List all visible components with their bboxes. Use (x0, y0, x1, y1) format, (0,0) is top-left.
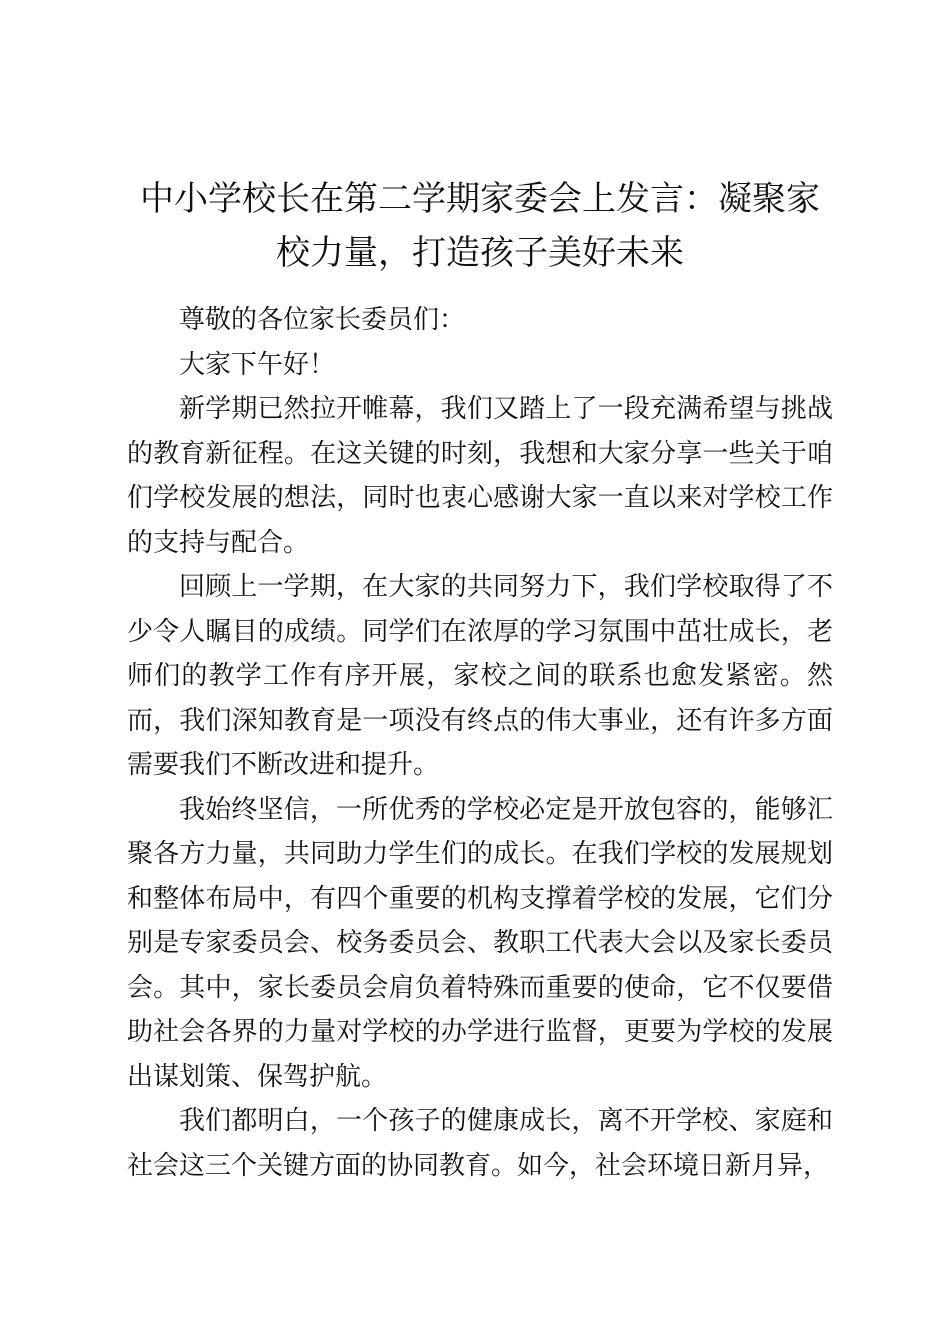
body-paragraph: 新学期已然拉开帷幕，我们又踏上了一段充满希望与挑战的教育新征程。在这关键的时刻，我想和大家分享一些关于咱们学校发展的想法，同时也衷心感谢大家一直以来对学校工作的支持与配合。 (127, 394, 833, 558)
greeting: 大家下午好！ (179, 349, 336, 380)
body-paragraph: 我始终坚信，一所优秀的学校必定是开放包容的，能够汇聚各方力量，共同助力学生们的成长。在我们学校的发展规划和整体布局中，有四个重要的机构支撑着学校的发展，它们分别是专家委员会、校务委员会、教职工代表大会以及家长委员会。其中，家长委员会肩负着特殊而重要的使命，它不仅要借助社会各界的力量对学校的办学进行监督，更要为学校的发展出谋划策、保驾护航。 (127, 794, 833, 1092)
salutation: 尊敬的各位家长委员们： (179, 305, 466, 335)
body-paragraph: 回顾上一学期，在大家的共同努力下，我们学校取得了不少令人瞩目的成绩。同学们在浓厚的学习氛围中茁壮成长，老师们的教学工作有序开展，家校之间的联系也愈发紧密。然而，我们深知教育是一项没有终点的伟大事业，还有许多方面需要我们不断改进和提升。 (127, 572, 833, 780)
document-page (127, 172, 833, 1188)
document-title: 中小学校长在第二学期家委会上发言：凝聚家校力量，打造孩子美好未来 (140, 179, 820, 273)
body-paragraph: 我们都明白，一个孩子的健康成长，离不开学校、家庭和社会这三个关键方面的协同教育。如今，社会环境日新月异， (127, 1106, 833, 1181)
